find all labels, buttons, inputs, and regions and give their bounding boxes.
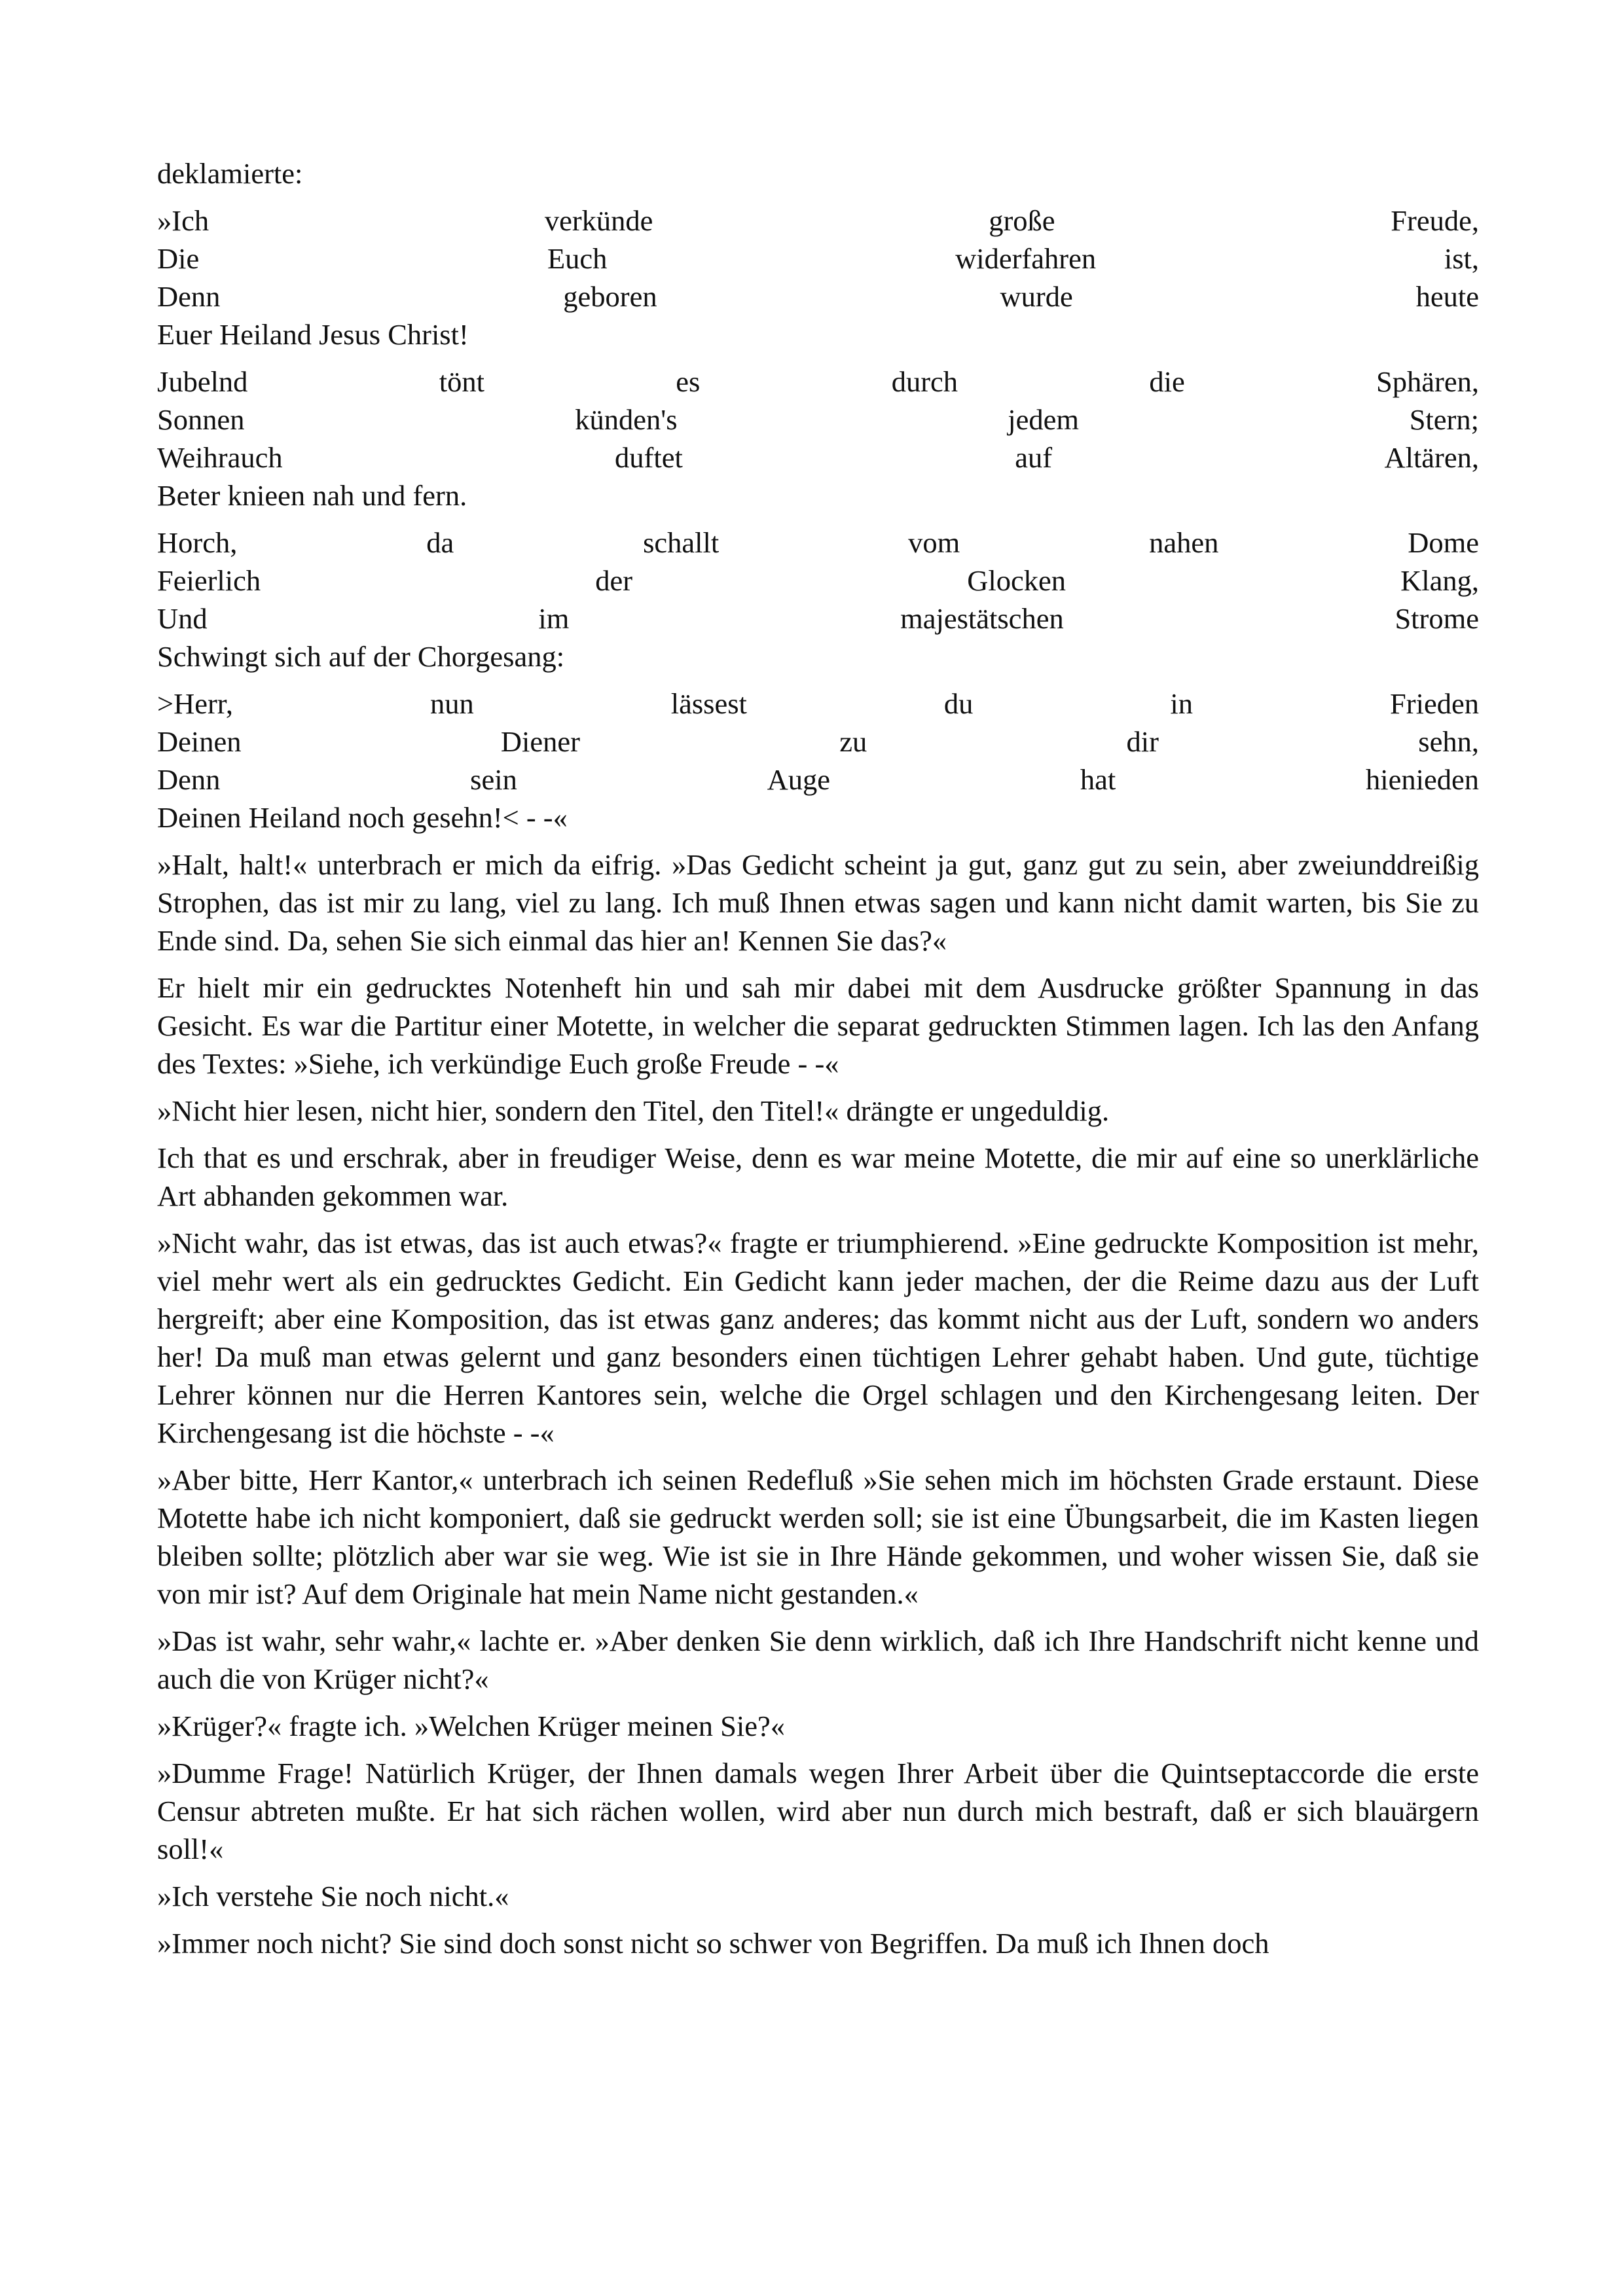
poem-word: geboren	[563, 280, 657, 313]
poem-word: Denn	[157, 763, 221, 796]
poem-word: Stern;	[1409, 403, 1479, 436]
poem-word: auf	[1015, 441, 1053, 474]
poem-line	[157, 240, 1479, 278]
prose-paragraph: »Aber bitte, Herr Kantor,« unterbrach ich seinen Redefluß »Sie sehen mich im höchsten Grade erstaunt. Diese Motette habe ich nicht komponiert, daß sie gedruckt werden soll; sie ist eine Übungsarbeit, die im Kasten liegen bleiben sollte; plötzlich aber war sie weg. Wie ist sie in Ihre Hände gekommen, und woher wissen Sie, daß sie von mir ist? Auf dem Originale hat mein Name nicht gestanden.«	[157, 1463, 1479, 1610]
poem-word: tönt	[439, 365, 484, 398]
poem-word: zu	[839, 725, 867, 758]
poem-line	[157, 600, 1479, 637]
poem-word: Auge	[767, 763, 831, 796]
poem-word: Altären,	[1384, 441, 1479, 474]
poem-word: >Herr,	[157, 687, 233, 720]
poem-stanza	[157, 363, 1479, 514]
prose-paragraph: »Ich verstehe Sie noch nicht.«	[157, 1880, 509, 1912]
poem-word: Freude,	[1391, 204, 1479, 237]
poem-word: es	[676, 365, 701, 398]
prose-paragraph: »Halt, halt!« unterbrach er mich da eifrig. »Das Gedicht scheint ja gut, ganz gut zu sein, aber zweiunddreißig Strophen, das ist mir zu lang, viel zu lang. Ich muß Ihnen etwas sagen und kann nicht damit warten, bis Sie zu Ende sind. Da, sehen Sie sich einmal das hier an! Kennen Sie das?«	[157, 848, 1479, 957]
prose-paragraph: »Das ist wahr, sehr wahr,« lachte er. »Aber denken Sie denn wirklich, daß ich Ihre Handschrift nicht kenne und auch die von Krüger nicht?«	[157, 1624, 1479, 1695]
poem-word: Klang,	[1400, 564, 1479, 597]
poem-line	[157, 761, 1479, 798]
poem-line	[157, 202, 1479, 240]
poem-stanza	[157, 202, 1479, 353]
poem-line	[157, 562, 1479, 600]
poem-word: in	[1170, 687, 1194, 720]
poem-word: die	[1149, 365, 1185, 398]
poem-word: nun	[429, 687, 474, 720]
poem-word: Weihrauch	[157, 441, 283, 474]
poem-word: nahen	[1149, 526, 1219, 559]
prose-paragraph: »Krüger?« fragte ich. »Welchen Krüger meinen Sie?«	[157, 1710, 785, 1742]
poem-line	[157, 401, 1479, 439]
poem-word: verkünde	[544, 204, 653, 237]
poem-word: Euch	[547, 242, 608, 275]
poem-word: Diener	[500, 725, 580, 758]
poem-word: der	[595, 564, 633, 597]
poem-line-last: Beter knieen nah und fern.	[157, 479, 467, 512]
prose-paragraph: Ich that es und erschrak, aber in freudiger Weise, denn es war meine Motette, die mir auf eine so unerklärliche Art abhanden gekommen war.	[157, 1141, 1479, 1212]
poem-line	[157, 524, 1479, 562]
poem-word: Denn	[157, 280, 221, 313]
poem-line-last: Euer Heiland Jesus Christ!	[157, 318, 469, 351]
poem-word: majestätschen	[900, 602, 1064, 635]
poem-word: Feierlich	[157, 564, 261, 597]
poem-word: Strome	[1395, 602, 1479, 635]
poem-word: hat	[1080, 763, 1116, 796]
poem-word: widerfahren	[955, 242, 1097, 275]
poem-word: Und	[157, 602, 208, 635]
poem-word: jedem	[1008, 403, 1079, 436]
poem-word: dir	[1126, 725, 1159, 758]
poem-line	[157, 363, 1479, 401]
poem-line	[157, 439, 1479, 476]
poem-word: da	[426, 526, 454, 559]
poem-word: du	[943, 687, 974, 720]
poem-word: sehn,	[1418, 725, 1479, 758]
prose-body	[157, 846, 1479, 1962]
poem-word: künden's	[575, 403, 678, 436]
poem-word: große	[989, 204, 1055, 237]
poem-stanza	[157, 685, 1479, 836]
poem-word: Dome	[1408, 526, 1479, 559]
poem-word: Frieden	[1390, 687, 1479, 720]
poem-word: Deinen	[157, 725, 242, 758]
poem-line-last: Schwingt sich auf der Chorgesang:	[157, 640, 565, 673]
poem-word: durch	[891, 365, 958, 398]
poem-word: Die	[157, 242, 200, 275]
intro-line: deklamierte:	[157, 157, 303, 190]
poem-word: sein	[470, 763, 517, 796]
poem-word: Jubelnd	[157, 365, 248, 398]
document-page	[157, 154, 1479, 1971]
poem-word: schallt	[643, 526, 720, 559]
prose-paragraph: »Nicht hier lesen, nicht hier, sondern den Titel, den Titel!« drängte er ungeduldig.	[157, 1094, 1110, 1127]
poem-line-last: Deinen Heiland noch gesehn!< - -«	[157, 801, 568, 834]
prose-paragraph: »Dumme Frage! Natürlich Krüger, der Ihnen damals wegen Ihrer Arbeit über die Quintseptaccorde die erste Censur abtreten mußte. Er hat sich rächen wollen, wird aber nun durch mich bestraft, daß er sich blauärgern soll!«	[157, 1757, 1479, 1865]
poem-word: heute	[1415, 280, 1479, 313]
prose-paragraph: »Nicht wahr, das ist etwas, das ist auch etwas?« fragte er triumphierend. »Eine gedruckte Komposition ist mehr, viel mehr wert als ein gedrucktes Gedicht. Ein Gedicht kann jeder machen, der die Reime dazu aus der Luft hergreift; aber eine Komposition, das ist etwas ganz anderes; das kommt nicht aus der Luft, sondern wo anders her! Da muß man etwas gelernt und ganz besonders einen tüchtigen Lehrer gehabt haben. Und gute, tüchtige Lehrer können nur die Herren Kantores sein, welche die Orgel schlagen und den Kirchengesang leiten. Der Kirchengesang ist die höchste - -«	[157, 1227, 1479, 1449]
poem-line	[157, 723, 1479, 761]
poem-stanza	[157, 524, 1479, 675]
poem-line	[157, 685, 1479, 723]
poem-word: »Ich	[157, 204, 210, 237]
poem-word: Glocken	[967, 564, 1066, 597]
poem-word: Sphären,	[1376, 365, 1479, 398]
poem-word: lässest	[670, 687, 747, 720]
poem-word: Sonnen	[157, 403, 245, 436]
prose-paragraph: Er hielt mir ein gedrucktes Notenheft hin und sah mir dabei mit dem Ausdrucke größter Spannung in das Gesicht. Es war die Partitur einer Motette, in welcher die separat gedruckten Stimmen lagen. Ich las den Anfang des Textes: »Siehe, ich verkündige Euch große Freude - -«	[157, 971, 1479, 1080]
poem-word: wurde	[1000, 280, 1073, 313]
poem-word: vom	[908, 526, 960, 559]
poem-word: im	[538, 602, 570, 635]
poem-line	[157, 278, 1479, 315]
poem	[157, 202, 1479, 836]
poem-word: ist,	[1444, 242, 1479, 275]
prose-paragraph: »Immer noch nicht? Sie sind doch sonst nicht so schwer von Begriffen. Da muß ich Ihnen doch	[157, 1927, 1269, 1960]
poem-word: hienieden	[1365, 763, 1479, 796]
poem-word: duftet	[615, 441, 683, 474]
poem-word: Horch,	[157, 526, 238, 559]
